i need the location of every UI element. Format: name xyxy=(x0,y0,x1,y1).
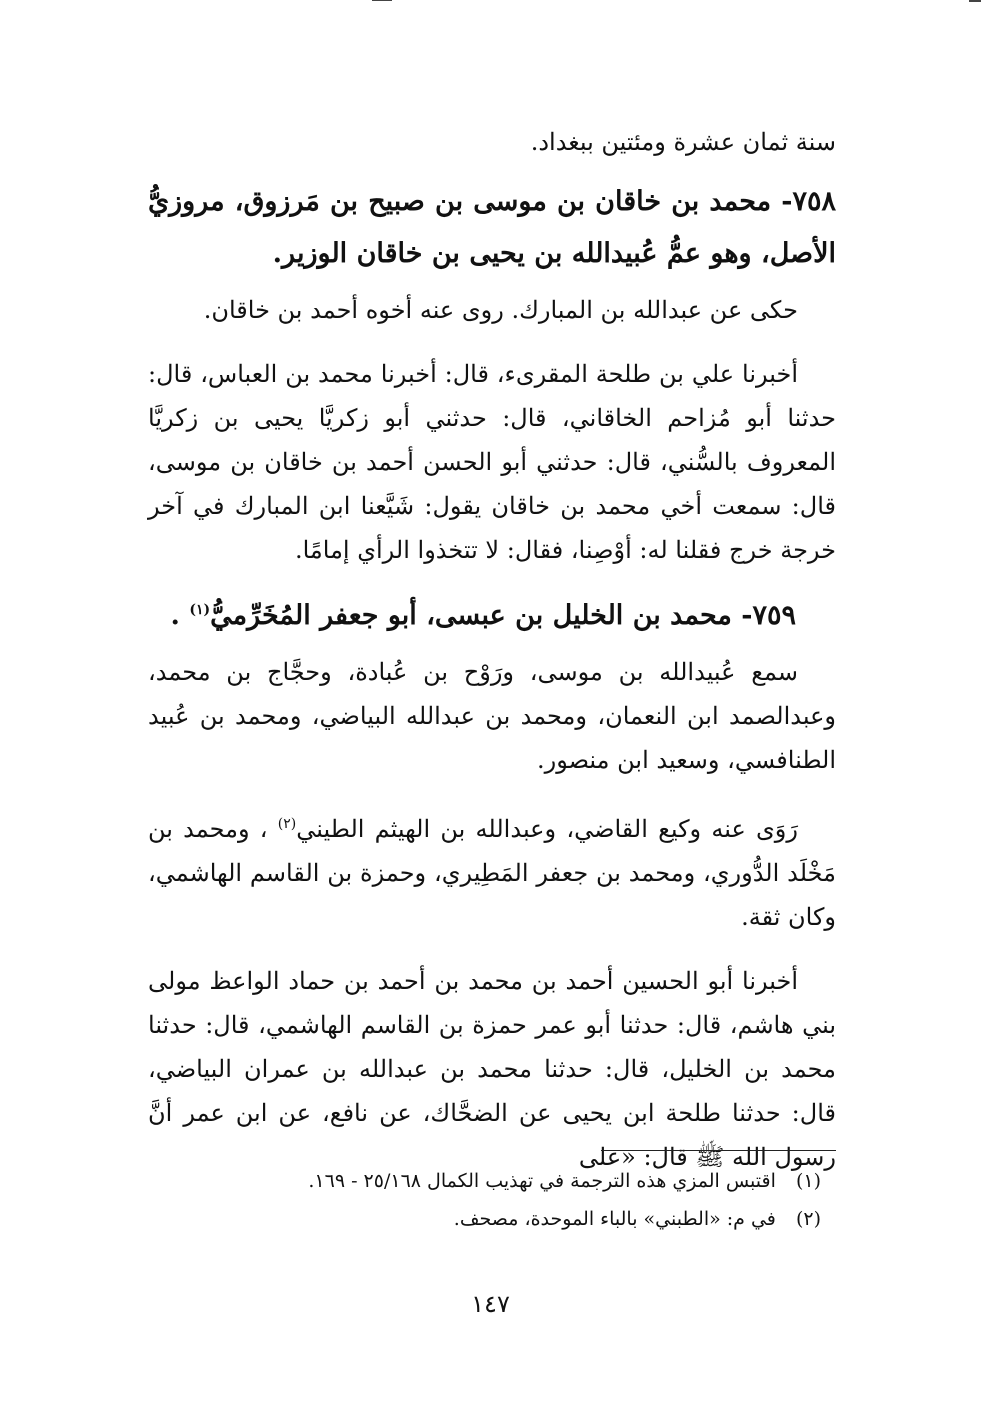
footnote-2-number: (٢) xyxy=(795,1208,821,1230)
entry-758-paragraph-2: أخبرنا علي بن طلحة المقرىء، قال: أخبرنا محمد بن العباس، قال: حدثنا أبو مُزاحم الخاقاني، قال: حدثني أبو زكريَّا يحيى بن زكريَّا المعروف بالسُّني، قال: حدثني أبو الحسن أحمد بن خاقان بن موسى، قال: سمعت أخي محمد بن خاقان يقول: شَيَّعنا ابن المبارك في آخر خرجة خرج فقلنا له: أوْصِنا، فقال: لا تتخذوا الرأي إمامًا. xyxy=(148,360,836,564)
entry-759-paragraph-3: أخبرنا أبو الحسين أحمد بن محمد بن أحمد بن حماد الواعظ مولى بني هاشم، قال: حدثنا أبو عمر حمزة بن القاسم الهاشمي، قال: حدثنا محمد بن الخليل، قال: حدثنا محمد بن عبدالله بن عمران البياضي، قال: حدثنا طلحة ابن يحيى عن الضحَّاك، عن نافع، عن ابن عمر أنَّ رسول الله ﷺ قال: «على xyxy=(148,967,836,1171)
scan-mark-top xyxy=(372,0,392,1)
footnote-divider xyxy=(601,1150,836,1151)
entry-759-paragraph-1: سمع عُبيدالله بن موسى، ورَوْح بن عُبادة، وحجَّاج بن محمد، وعبدالصمد ابن النعمان، ومحمد بن عبدالله البياضي، ومحمد بن عُبيد الطنافسي، وسعيد ابن منصور. xyxy=(148,658,836,774)
entry-heading-759 xyxy=(148,584,836,642)
continuation-text: سنة ثمان عشرة ومئتين ببغداد. xyxy=(530,128,836,156)
page-body xyxy=(148,120,836,1179)
entry-759-paragraph-2-rest: ، ومحمد بن مَخْلَد الدُّوري، ومحمد بن جعفر المَطِيري، وحمزة بن القاسم الهاشمي، وكان ثقة. xyxy=(148,815,836,931)
footnote-ref-1: (١) xyxy=(189,602,211,618)
entry-number-759: ٧٥٩- xyxy=(741,600,796,631)
footnote-2 xyxy=(150,1200,821,1238)
entry-title-759: محمد بن الخليل بن عبسى، أبو جعفر المُخَرِّميُّ xyxy=(210,600,732,631)
page-number: ١٤٧ xyxy=(471,1290,510,1318)
entry-759-paragraph-2-start: رَوَى عنه وكيع القاضي، وعبدالله بن الهيثم الطيني xyxy=(296,815,798,843)
scan-mark-corner xyxy=(969,0,981,2)
entry-title-759-end: . xyxy=(170,600,180,631)
footnote-1 xyxy=(150,1162,821,1200)
entry-number-758: ٧٥٨- xyxy=(781,186,837,217)
footnote-ref-2: (٢) xyxy=(277,816,297,832)
footnotes xyxy=(150,1162,821,1238)
entry-759-paragraph-2 xyxy=(148,802,836,939)
footnote-2-text: في م: «الطبني» بالباء الموحدة، مصحف. xyxy=(453,1208,776,1230)
footnote-1-number: (١) xyxy=(795,1170,821,1192)
entry-title-758: محمد بن خاقان بن موسى بن صبيح بن مَرزوق، مروزيُّ الأصل، وهو عمُّ عُبيدالله بن يحيى بن خاقان الوزير. xyxy=(148,186,836,269)
entry-758-paragraph-1: حكى عن عبدالله بن المبارك. روى عنه أخوه أحمد بن خاقان. xyxy=(203,296,798,324)
entry-heading-758 xyxy=(148,176,836,280)
footnote-1-text: اقتبس المزي هذه الترجمة في تهذيب الكمال ٢٥/١٦٨ - ١٦٩. xyxy=(308,1170,776,1192)
